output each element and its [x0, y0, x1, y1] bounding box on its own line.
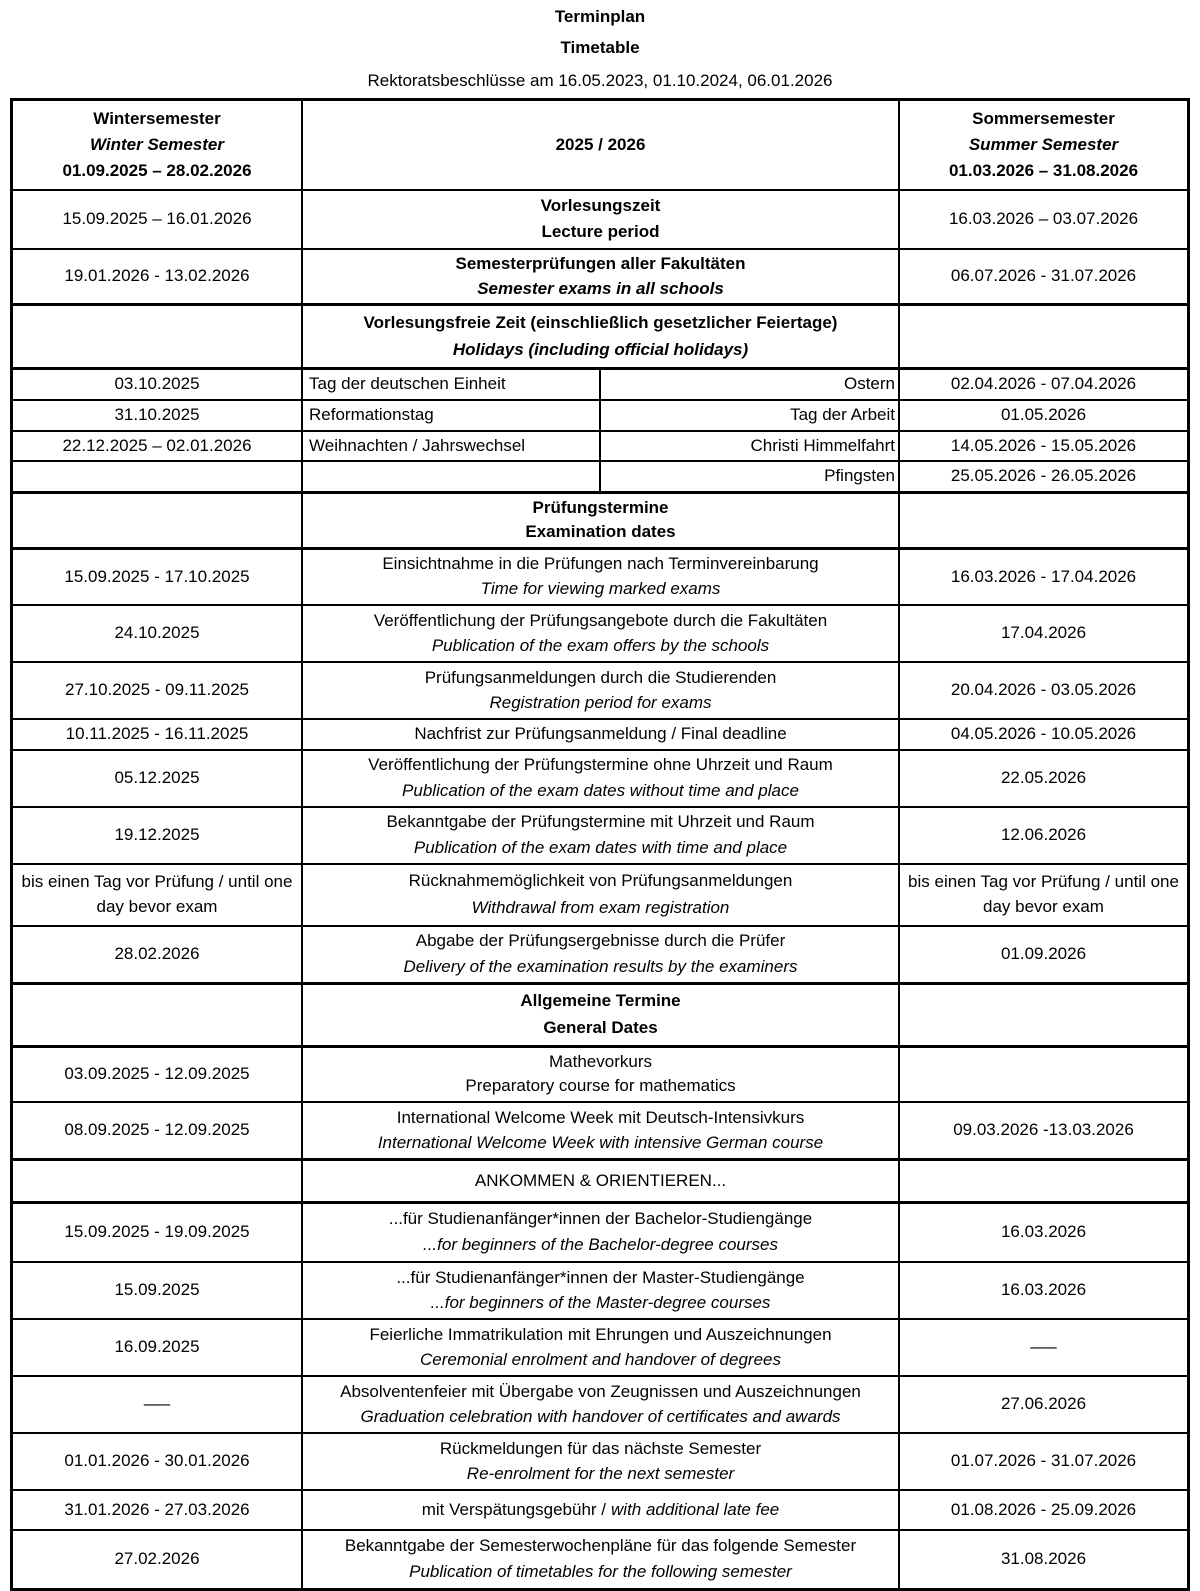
summer-date-cell: 01.07.2026 - 31.07.2026: [950, 1451, 1137, 1471]
event-title-de: Einsichtnahme in die Prüfungen nach Terminvereinbarung: [382, 554, 819, 574]
event-title-de: Rückmeldungen für das nächste Semester: [439, 1438, 762, 1458]
winter-date-cell: [13, 462, 303, 491]
document-title-en: Timetable: [560, 38, 640, 57]
event-title-en: Lecture period: [541, 222, 660, 242]
winter-date-cell: 03.09.2025 - 12.09.2025: [13, 1048, 303, 1101]
section-header-row: [13, 303, 1187, 367]
event-title-en: Time for viewing marked exams: [480, 579, 721, 599]
event-cell: [303, 865, 900, 925]
winter-date-cell: 15.09.2025 - 17.10.2025: [13, 550, 303, 604]
document-subtitle: Rektoratsbeschlüsse am 16.05.2023, 01.10.2024, 06.01.2026: [367, 71, 833, 90]
winter-date-cell: 27.10.2025 - 09.11.2025: [13, 663, 303, 718]
event-title-de: Bekanntgabe der Semesterwochenpläne für das folgende Semester: [344, 1536, 857, 1556]
table-row: [13, 806, 1187, 863]
summer-date-cell: 16.03.2026 – 03.07.2026: [948, 209, 1139, 229]
summer-date-cell: —–: [1030, 1337, 1057, 1357]
event-title-de: Nachfrist zur Prüfungsanmeldung / Final deadline: [414, 724, 787, 744]
event-title-de: mit Verspätungsgebühr /: [421, 1499, 607, 1519]
holiday-row: [13, 460, 1187, 491]
event-title-de: Veröffentlichung der Prüfungstermine ohne Uhrzeit und Raum: [368, 755, 833, 775]
summer-date-cell: 16.03.2026: [1000, 1280, 1087, 1300]
holiday-row: [13, 399, 1187, 430]
event-cell: [303, 550, 900, 604]
event-cell: [303, 606, 900, 661]
document-title-block: [0, 0, 1200, 91]
event-title-de: ...für Studienanfänger*innen der Bachelor-Studiengänge: [388, 1209, 813, 1229]
event-title-en: Publication of the exam dates with time and place: [413, 837, 788, 857]
holiday-row: [13, 430, 1187, 461]
holiday-name-right: Ostern: [601, 370, 900, 399]
winter-date-cell: 19.12.2025: [13, 808, 303, 863]
winter-date-cell: 27.02.2026: [13, 1531, 303, 1588]
event-title-de: Vorlesungszeit: [540, 196, 661, 216]
event-title-de: Prüfungsanmeldungen durch die Studierenden: [424, 667, 777, 687]
winter-header-en: Winter Semester: [89, 134, 224, 154]
holiday-row: [13, 367, 1187, 399]
event-cell: [303, 191, 900, 248]
summer-date-cell: 01.08.2026 - 25.09.2026: [950, 1499, 1137, 1519]
event-title-en: Re-enrolment for the next semester: [466, 1463, 735, 1483]
winter-date-cell: 24.10.2025: [13, 606, 303, 661]
holiday-name-de: [303, 462, 601, 491]
winter-date-cell: 31.10.2025: [13, 401, 303, 430]
winter-date-cell: 01.01.2026 - 30.01.2026: [13, 1434, 303, 1489]
winter-date-cell: [13, 494, 303, 547]
table-row: [13, 863, 1187, 925]
summer-date-cell: 06.07.2026 - 31.07.2026: [950, 266, 1137, 286]
event-title-en: Withdrawal from exam registration: [471, 897, 730, 917]
event-title-de: Abgabe der Prüfungsergebnisse durch die Prüfer: [415, 931, 786, 951]
table-row: [13, 1432, 1187, 1489]
winter-date-cell: 10.11.2025 - 16.11.2025: [13, 720, 303, 749]
table-row: [13, 661, 1187, 718]
event-cell: [303, 808, 900, 863]
event-cell: [303, 1204, 900, 1261]
summer-date-cell: 17.04.2026: [1000, 623, 1087, 643]
table-row: [13, 1261, 1187, 1318]
winter-date-cell: 15.09.2025: [13, 1263, 303, 1318]
summer-date-cell: 16.03.2026 - 17.04.2026: [950, 566, 1137, 586]
event-title-de: Mathevorkurs: [549, 1051, 652, 1071]
table-row: [13, 1158, 1187, 1201]
section-title-en: General Dates: [543, 1017, 658, 1037]
event-title-en: Graduation celebration with handover of certificates and awards: [360, 1406, 841, 1426]
summer-date-cell: [900, 306, 1187, 367]
event-title-de: International Welcome Week mit Deutsch-Intensivkurs: [396, 1107, 805, 1127]
event-cell: [303, 1377, 900, 1432]
event-title-en: Ceremonial enrolment and handover of degrees: [419, 1349, 781, 1369]
summer-date-cell: 22.05.2026: [1000, 767, 1087, 787]
event-title-en: ...for beginners of the Bachelor-degree courses: [422, 1235, 778, 1255]
event-cell: [303, 1161, 900, 1201]
table-row: [13, 604, 1187, 661]
section-title-de: Allgemeine Termine: [520, 991, 681, 1010]
winter-date-cell: [13, 985, 303, 1045]
event-title-de: Absolventenfeier mit Übergabe von Zeugnissen und Auszeichnungen: [340, 1381, 861, 1401]
winter-date-cell: —–: [13, 1377, 303, 1432]
event-title-en: Publication of the exam offers by the schools: [431, 635, 770, 655]
year-label: 2025 / 2026: [555, 134, 646, 154]
table-row: [13, 718, 1187, 749]
table-row: [13, 1529, 1187, 1588]
summer-header-range: 01.03.2026 – 31.08.2026: [948, 160, 1139, 180]
winter-date-cell: 15.09.2025 - 19.09.2025: [13, 1204, 303, 1261]
event-cell: [303, 1320, 900, 1375]
winter-date-cell: 19.01.2026 - 13.02.2026: [13, 250, 303, 303]
event-cell: [303, 1434, 900, 1489]
winter-header-de: Wintersemester: [93, 108, 221, 128]
summer-header-de: Sommersemester: [972, 108, 1115, 128]
event-cell: [303, 751, 900, 806]
event-cell: [303, 1263, 900, 1318]
winter-header-cell: [13, 101, 303, 189]
winter-date-cell: [13, 306, 303, 367]
winter-date-cell: 16.09.2025: [13, 1320, 303, 1375]
table-header-row: [13, 101, 1187, 189]
summer-date-cell: 27.06.2026: [1000, 1394, 1087, 1414]
holiday-name-de: Weihnachten / Jahrswechsel: [303, 432, 601, 461]
winter-date-cell: [13, 1161, 303, 1201]
winter-date-cell: 05.12.2025: [13, 751, 303, 806]
event-cell: [303, 720, 900, 749]
section-title-de: Vorlesungsfreie Zeit (einschließlich gesetzlicher Feiertage): [363, 312, 838, 332]
event-cell: [303, 1103, 900, 1158]
winter-date-cell: 03.10.2025: [13, 370, 303, 399]
section-header-row: [13, 982, 1187, 1045]
summer-date-cell: 31.08.2026: [1000, 1549, 1087, 1569]
event-title-de: Rücknahmemöglichkeit von Prüfungsanmeldungen: [408, 871, 793, 890]
summer-date-cell: 16.03.2026: [1000, 1222, 1087, 1242]
event-title-en: Registration period for exams: [489, 692, 712, 712]
event-title-en: International Welcome Week with intensive German course: [377, 1132, 824, 1152]
table-row: [13, 189, 1187, 248]
event-title-de: Bekanntgabe der Prüfungstermine mit Uhrzeit und Raum: [386, 812, 815, 832]
table-row: [13, 1318, 1187, 1375]
summer-header-cell: [900, 101, 1187, 189]
event-cell: [303, 927, 900, 982]
section-title-en: Holidays (including official holidays): [452, 340, 749, 360]
event-cell: [303, 663, 900, 718]
section-title-cell: [303, 985, 900, 1045]
event-title-de: ...für Studienanfänger*innen der Master-Studiengänge: [396, 1267, 805, 1287]
year-header-cell: [303, 101, 900, 189]
summer-date-cell: 01.09.2026: [1000, 943, 1087, 963]
summer-date-cell: 02.04.2026 - 07.04.2026: [950, 374, 1137, 394]
summer-date-cell: [900, 1048, 1187, 1101]
event-title-en: with additional late fee: [611, 1499, 780, 1519]
table-row: [13, 1489, 1187, 1529]
winter-date-cell: 15.09.2025 – 16.01.2026: [13, 191, 303, 248]
event-cell: [303, 1491, 900, 1529]
section-title-en: Examination dates: [525, 522, 676, 542]
summer-date-cell: 01.05.2026: [1000, 404, 1087, 424]
table-row: [13, 1101, 1187, 1158]
holiday-name-right: Christi Himmelfahrt: [601, 432, 900, 461]
winter-header-range: 01.09.2025 – 28.02.2026: [62, 160, 252, 180]
table-row: [13, 925, 1187, 982]
event-cell: [303, 250, 900, 303]
summer-date-cell: [900, 494, 1187, 547]
summer-date-cell: 20.04.2026 - 03.05.2026: [950, 680, 1137, 700]
event-title-de: Feierliche Immatrikulation mit Ehrungen und Auszeichnungen: [369, 1324, 832, 1344]
winter-date-cell: 22.12.2025 – 02.01.2026: [13, 432, 303, 461]
table-row: [13, 1375, 1187, 1432]
summer-date-cell: [900, 1161, 1187, 1201]
event-title-en: Publication of the exam dates without time and place: [402, 780, 799, 800]
holiday-name-right: Pfingsten: [601, 462, 900, 491]
event-cell: [303, 1531, 900, 1588]
document-title-de: Terminplan: [554, 7, 646, 26]
winter-date-cell: 31.01.2026 - 27.03.2026: [13, 1491, 303, 1529]
summer-date-cell: bis einen Tag vor Prüfung / until one day bevor exam: [908, 872, 1179, 916]
summer-date-cell: [900, 985, 1187, 1045]
holiday-name-de: Tag der deutschen Einheit: [303, 370, 601, 399]
section-title-cell: [303, 494, 900, 547]
summer-date-cell: 14.05.2026 - 15.05.2026: [950, 435, 1137, 455]
event-title-en: Delivery of the examination results by the examiners: [403, 956, 798, 976]
table-row: [13, 1045, 1187, 1101]
table-row: [13, 749, 1187, 806]
winter-date-cell: bis einen Tag vor Prüfung / until one day bevor exam: [13, 865, 303, 925]
section-title-cell: [303, 306, 900, 367]
holiday-name-right: Tag der Arbeit: [601, 401, 900, 430]
table-row: [13, 248, 1187, 303]
event-title-line: [422, 1498, 780, 1523]
summer-date-cell: 09.03.2026 -13.03.2026: [953, 1120, 1134, 1140]
winter-date-cell: 28.02.2026: [13, 927, 303, 982]
summer-date-cell: 04.05.2026 - 10.05.2026: [950, 724, 1137, 744]
event-title-en: Preparatory course for mathematics: [465, 1076, 736, 1096]
event-title-en: ...for beginners of the Master-degree courses: [430, 1292, 771, 1312]
timetable-table: [10, 98, 1190, 1591]
summer-date-cell: 25.05.2026 - 26.05.2026: [950, 466, 1137, 486]
table-row: [13, 547, 1187, 604]
event-title-de: Veröffentlichung der Prüfungsangebote durch die Fakultäten: [373, 610, 828, 630]
summer-date-cell: 12.06.2026: [1000, 824, 1087, 844]
section-header-row: [13, 491, 1187, 547]
winter-date-cell: 08.09.2025 - 12.09.2025: [13, 1103, 303, 1158]
table-row: [13, 1201, 1187, 1261]
event-cell: [303, 1048, 900, 1101]
section-title-de: Prüfungstermine: [532, 497, 669, 517]
holiday-name-de: Reformationstag: [303, 401, 601, 430]
event-title-de: Semesterprüfungen aller Fakultäten: [455, 254, 746, 273]
event-title-de: ANKOMMEN & ORIENTIEREN...: [474, 1170, 727, 1190]
event-title-en: Semester exams in all schools: [477, 278, 724, 298]
event-title-en: Publication of timetables for the following semester: [409, 1562, 792, 1582]
summer-header-en: Summer Semester: [968, 134, 1119, 154]
